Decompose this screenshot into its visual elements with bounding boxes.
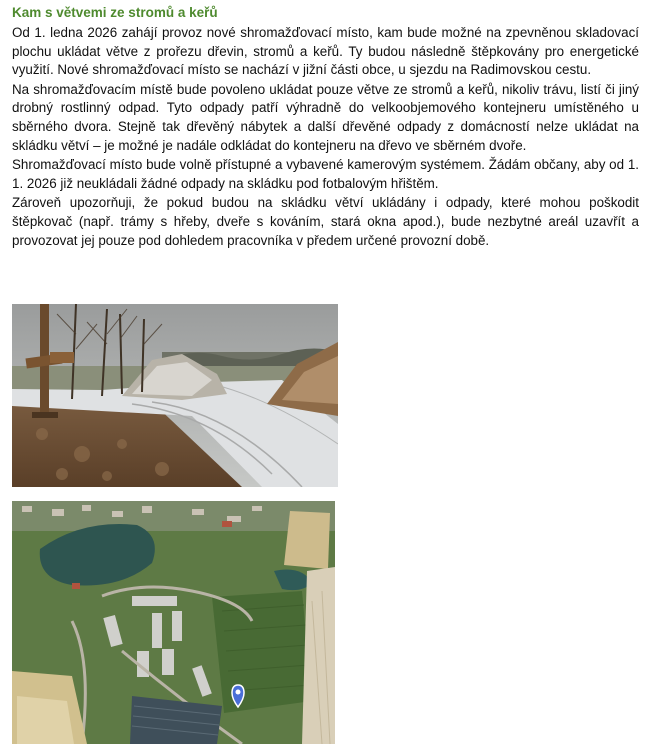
paragraph-camera: Shromažďovací místo bude volně přístupné a vybavené kamerovým systémem. Žádám občany, aby od 1. 1. 2026 již neukládali žádné odpady na skládku pod fotbalovým hřištěm. <box>12 157 639 191</box>
photo-icon <box>12 304 338 487</box>
paragraph-warning: Zároveň upozorňuji, že pokud budou na skládku větví ukládány i odpady, které mohou poškodit štěpkovač (např. trámy s hřeby, dveře s kováním, stará okna apod.), bude nezbytné areál uzavřít a provozovat jej pouze pod dohledem pracovníka v předem určené provozní době. <box>12 195 639 248</box>
paragraph-opening: Od 1. ledna 2026 zahájí provoz nové shromažďovací místo, kam bude možné na zpevněnou skladovací plochu ukládat větve z prořezu dřevin, stromů a keřů. Ty budou následně štěpkovány pro energetické využití. Nové shromažďovací místo se nachází v jižní části obce, u sjezdu na Radimovskou cestu. <box>12 25 639 78</box>
map-icon <box>12 501 335 744</box>
article-title: Kam s větvemi ze stromů a keřů <box>12 5 218 20</box>
article <box>12 4 639 251</box>
aerial-map <box>12 501 335 744</box>
snowy-road-photo <box>12 304 338 487</box>
paragraph-allowed-waste: Na shromažďovacím místě bude povoleno ukládat pouze větve ze stromů a keřů, nikoliv trávu, listí či jiný drobný rostlinný odpad. Tyto odpady patří výhradně do velkoobjemového kontejneru umístěného u sběrného dvora. Stejně tak dřevěný nábytek a další dřevěné odpady z domácností nelze ukládat na skládku větví – je možné je nadále odkládat do kontejneru na dřevo ve sběrném dvoře. <box>12 81 639 153</box>
